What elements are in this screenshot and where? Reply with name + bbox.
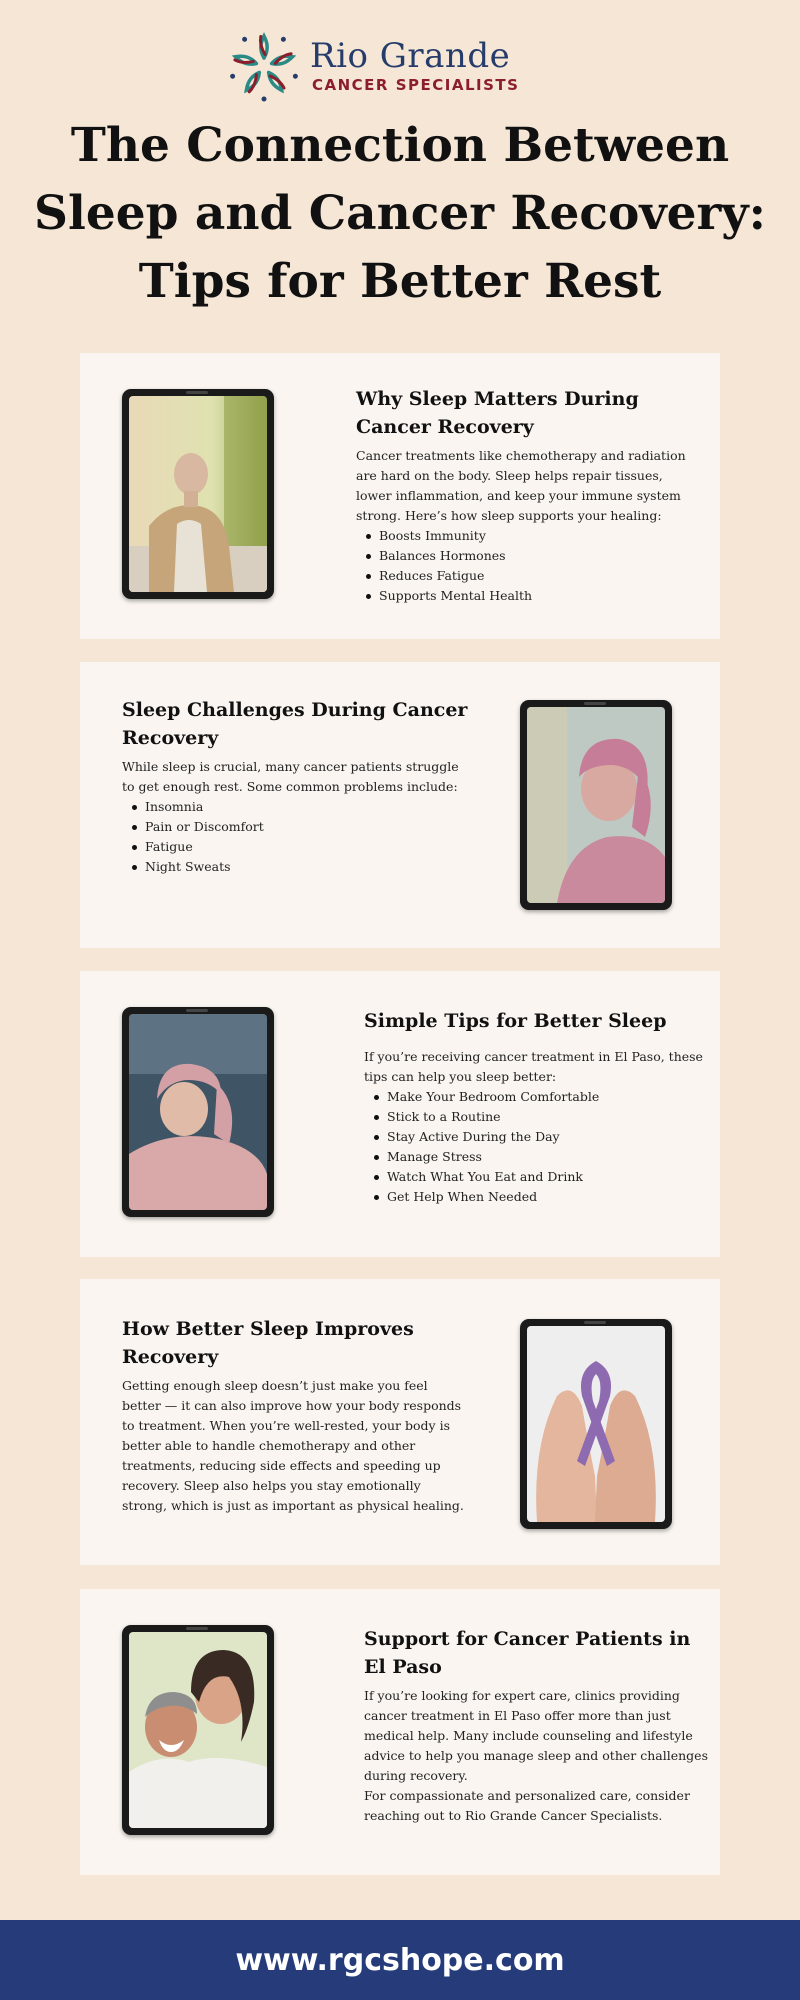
tablet-photo-happy-couple <box>122 1625 274 1835</box>
section-card-support-el-paso <box>80 1589 720 1875</box>
section-text <box>364 1625 710 1826</box>
section-heading: How Better Sleep Improves Recovery <box>122 1318 414 1368</box>
brand-tagline: CANCER SPECIALISTS <box>312 76 520 94</box>
list-item: Stay Active During the Day <box>374 1127 710 1147</box>
section-card-simple-tips <box>80 971 720 1257</box>
brand-name: Rio Grande <box>310 36 511 76</box>
list-item: Reduces Fatigue <box>366 566 702 586</box>
bullet-list <box>364 1087 710 1207</box>
tablet-photo-purple-ribbon <box>520 1319 672 1529</box>
page-title: The Connection Between Sleep and Cancer Recovery: Tips for Better Rest <box>34 118 766 309</box>
list-item: Stick to a Routine <box>374 1107 710 1127</box>
section-text <box>356 385 702 606</box>
section-body-closing: For compassionate and personalized care, consider reaching out to Rio Grande Cancer Specialists. <box>364 1788 690 1823</box>
list-item: Watch What You Eat and Drink <box>374 1167 710 1187</box>
section-heading: Sleep Challenges During Cancer Recovery <box>122 699 468 749</box>
section-heading: Simple Tips for Better Sleep <box>364 1010 667 1032</box>
list-item: Boosts Immunity <box>366 526 702 546</box>
list-item: Fatigue <box>132 837 468 857</box>
star-logo-icon <box>228 30 300 102</box>
list-item: Get Help When Needed <box>374 1187 710 1207</box>
footer-banner <box>0 1920 800 2000</box>
section-heading: Why Sleep Matters During Cancer Recovery <box>356 388 639 438</box>
section-body: Getting enough sleep doesn’t just make you feel better — it can also improve how your body responds to treatment. When you’re well-rested, your body is better able to handle chemotherapy and other treatments, reducing side effects and speeding up recovery. Sleep also helps you stay emotionally strong, which is just as important as physical healing. <box>122 1378 464 1513</box>
list-item: Pain or Discomfort <box>132 817 468 837</box>
section-text <box>364 1007 710 1207</box>
bullet-list <box>356 526 702 606</box>
website-link[interactable]: www.rgcshope.com <box>235 1942 565 1978</box>
list-item: Manage Stress <box>374 1147 710 1167</box>
list-item: Make Your Bedroom Comfortable <box>374 1087 710 1107</box>
section-card-sleep-challenges <box>80 662 720 948</box>
section-body: While sleep is crucial, many cancer patients struggle to get enough rest. Some common problems include: <box>122 759 459 794</box>
section-text <box>122 696 468 877</box>
list-item: Balances Hormones <box>366 546 702 566</box>
section-body: If you’re looking for expert care, clinics providing cancer treatment in El Paso offer more than just medical help. Many include counseling and lifestyle advice to help you manage sleep and other challenges during recovery. <box>364 1688 708 1783</box>
list-item: Night Sweats <box>132 857 468 877</box>
list-item: Insomnia <box>132 797 468 817</box>
section-heading: Support for Cancer Patients in El Paso <box>364 1628 691 1678</box>
tablet-photo-patient-hospital-bed <box>122 1007 274 1217</box>
section-body: Cancer treatments like chemotherapy and radiation are hard on the body. Sleep helps repair tissues, lower inflammation, and keep your immune system strong. Here’s how sleep supports your healing: <box>356 448 686 523</box>
tablet-photo-patient-headscarf <box>520 700 672 910</box>
bullet-list <box>122 797 468 877</box>
list-item: Supports Mental Health <box>366 586 702 606</box>
section-card-why-sleep <box>80 353 720 639</box>
section-card-better-sleep-recovery <box>80 1279 720 1565</box>
section-body: If you’re receiving cancer treatment in El Paso, these tips can help you sleep better: <box>364 1049 703 1084</box>
brand-logo <box>228 30 528 102</box>
tablet-photo-patient-resting <box>122 389 274 599</box>
section-text <box>122 1315 468 1516</box>
